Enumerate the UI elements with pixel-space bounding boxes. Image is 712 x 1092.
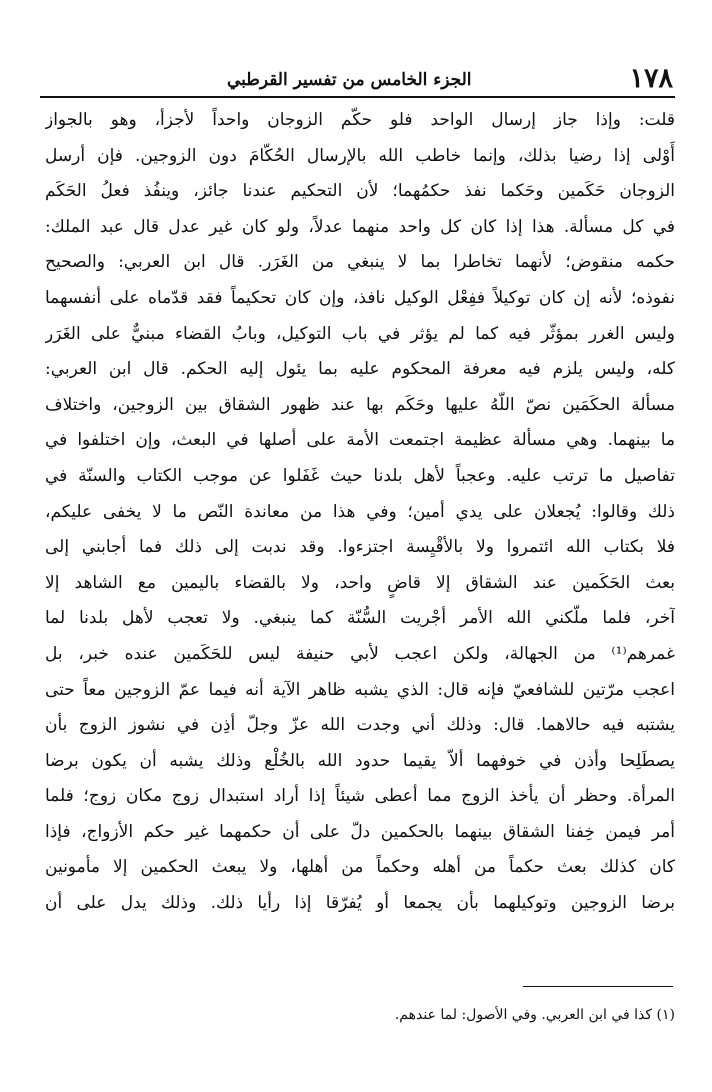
text-line: مسألة الحكَمَين نصّ اللّهُ عليها وحَكَم بها عند ظهور الشقاق بين الزوجين، واختلاف	[45, 394, 675, 415]
footnote: (١) كذا في ابن العربي. وفي الأصول: لما عندهم.	[394, 1007, 675, 1023]
text-line: ما بينهما. وهي مسألة عظيمة اجتمعت الأمة على أصلها في البعث، وإن اختلفوا في	[45, 430, 675, 451]
text-line: أَوْلى إذا رضيا بذلك، وإنما خاطب الله بالإرسال الحُكّامَ دون الزوجين. فإن أرسل	[45, 145, 675, 166]
text-line: حكمه منقوض؛ لأنهما تخاطرا بما لا ينبغي من الغَرَر. قال ابن العربي: والصحيح	[45, 252, 675, 273]
text-line: غمرهم⁽¹⁾ من الجهالة، ولكن اعجب لأبي حنيفة ليس للحَكَمين عنده خبر، بل	[45, 643, 675, 664]
text-line: يصطَلِحا وأذن في خوفهما ألاّ يقيما حدود الله بالخُلْع وذلك يشبه أن يكون برضا	[45, 750, 675, 771]
text-line: آخر، فلما ملّكني الله الأمر أجْريت السُّنّة كما ينبغي. ولا تعجب لأهل بلدنا لما	[45, 608, 675, 629]
text-line: قلت: وإذا جاز إرسال الواحد فلو حكّم الزوجان واحداً لأجزأ، وهو بالجواز	[45, 110, 675, 130]
text-line: يشتبه فيه حالاهما. قال: وذلك أني وجدت الله عزّ وجلّ أذِن في نشوز الزوج بأن	[45, 715, 675, 736]
text-line: فلا بكتاب الله ائتمروا ولا بالأقْيِسة اجتزءوا. وقد ندبت إلى ذلك فما أجابني إلى	[45, 537, 675, 558]
page-number: ١٧٨	[629, 63, 673, 94]
text-line: بعث الحَكَمين عند الشقاق إلا قاضٍ واحد، ولا بالقضاء باليمين مع الشاهد إلا	[45, 572, 675, 593]
text-line: أمر فيمن خِفنا الشقاق بينهما بالحكمين دلّ على أن حكمهما غير حكم الأزواج، فإذا	[45, 821, 675, 842]
text-line: ذلك وقالوا: يُجعلان على يدي أمين؛ وفي هذا من معاندة النّص ما لا يخفى عليكم،	[45, 501, 675, 522]
text-line: المرأة. وحظر أن يأخذ الزوج مما أعطى شيئاً إذا أراد استبدال زوج مكان زوج؛ فلما	[45, 786, 675, 807]
page-header	[40, 56, 675, 98]
running-title: الجزء الخامس من تفسير القرطبي	[227, 70, 472, 90]
body-text	[45, 103, 675, 922]
text-line: وليس الغرر بمؤثّر فيه كما لم يؤثر في باب التوكيل، وبابُ القضاء مبنيٌّ على الغَرَر	[45, 323, 675, 344]
text-line: اعجب مرّتين للشافعيّ فإنه قال: الذي يشبه ظاهر الآية أنه فيما عمّ الزوجين معاً حتى	[45, 679, 675, 700]
text-line: الزوجان حَكَمين وحَكما نفذ حكمُهما؛ لأن التحكيم عندنا جائز، وينفُذ فعلُ الحَكَم	[45, 181, 675, 202]
text-line: نفوذه؛ لأنه إن كان توكيلاً ففِعْل الوكيل نافذ، وإن كان تحكيماً فقد قدّماه على أنفسهما	[45, 287, 675, 308]
text-line: كله، وليس يلزم فيه معرفة المحكوم عليه بما يئول إليه الحكم. قال ابن العربي:	[45, 359, 675, 380]
text-line: تفاصيل ما ترتب عليه. وعجباً لأهل بلدنا حيث غَفَلوا عن موجب الكتاب والسنّة في	[45, 465, 675, 486]
text-line: في كل مسألة. هذا إذا كان كل واحد منهما عدلاً، ولو كان غير عدل قال عبد الملك:	[45, 216, 675, 237]
footnote-divider	[523, 986, 673, 987]
text-line: برضا الزوجين وتوكيلهما بأن يجمعا أو يُفرّقا إذا رأيا ذلك. وذلك يدل على أن	[45, 893, 675, 914]
book-page	[40, 56, 675, 1056]
text-line: كان كذلك بعث حكماً من أهله وحكماً من أهلها، ولا يبعث الحكمين إلا مأمونين	[45, 857, 675, 878]
